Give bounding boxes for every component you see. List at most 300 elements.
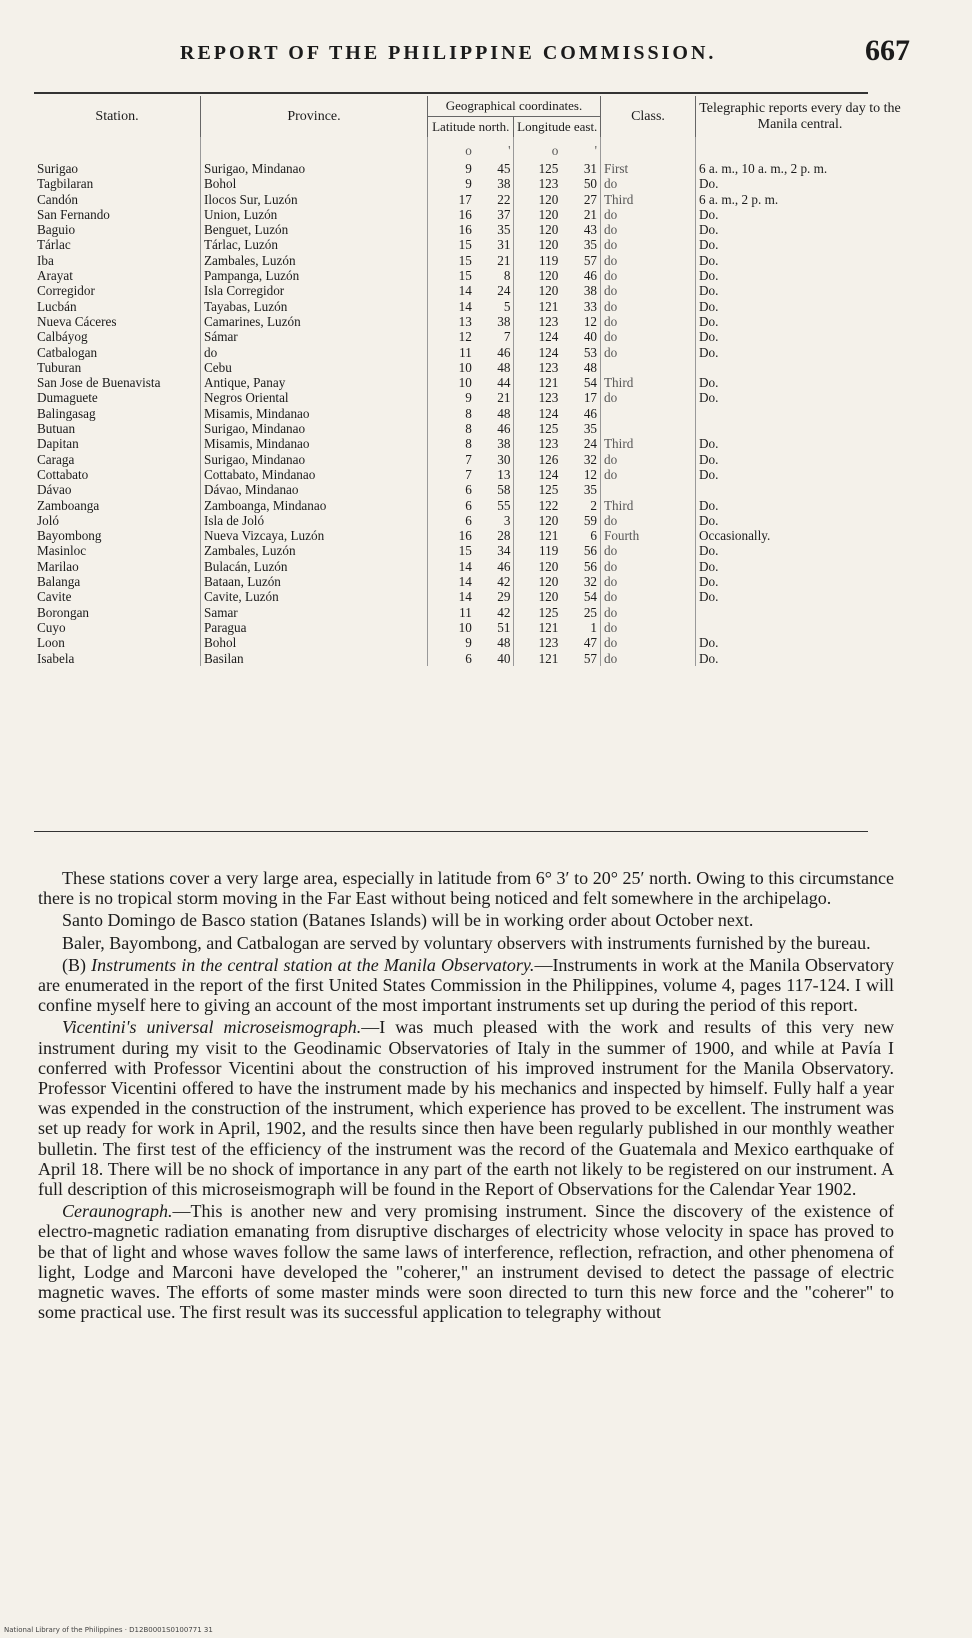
station-name: Cavite [34,589,201,604]
telegraphic-report: Do. [699,375,719,391]
longitude-minutes: 27 [561,192,600,207]
province-name: Negros Oriental [201,390,428,405]
paragraph-text: —Instruments in work at the Manila Observatory are enumerated in the report of the first United States Commission in the Philippines, volume 4, pages 117-124. I will confine myself here to giving an account of the most important instruments set up during the period of this report. [38,954,895,1016]
telegraphic-report [696,605,905,620]
telegraphic-report: Do. [699,206,719,222]
station-name: Dávao [34,482,201,497]
station-name: Balingasag [34,406,201,421]
latitude-degrees: 16 [458,222,472,238]
longitude-degrees: 124 [538,466,559,482]
longitude-degrees: 123 [538,436,559,452]
province-name: Tárlac, Luzón [201,237,428,252]
table-row [34,436,904,451]
section-heading: Vicentini's universal microseismograph. [62,1017,362,1038]
longitude-minutes: 21 [561,207,600,222]
telegraphic-report: Do. [699,574,719,590]
station-class [601,421,696,436]
latitude-minutes: 31 [475,237,514,252]
longitude-degrees: 123 [538,390,559,406]
latitude-degrees: 10 [458,359,472,375]
table-bottom-rule [34,831,868,832]
table-row [34,651,904,666]
longitude-degrees: 120 [538,283,559,299]
longitude-degrees: 120 [538,558,559,574]
longitude-minutes: 54 [561,375,600,390]
table-row [34,635,904,650]
latitude-degrees: 6 [465,482,472,498]
telegraphic-report: Do. [699,436,719,452]
latitude-degrees: 9 [465,161,472,176]
latitude-minutes: 21 [475,253,514,268]
section-heading: Ceraunograph. [62,1201,173,1222]
latitude-minutes: 38 [475,436,514,451]
station-class: do [601,390,696,405]
latitude-degrees: 9 [465,176,472,192]
station-class: First [601,161,696,176]
table-row [34,237,904,252]
latitude-degrees: 14 [458,558,472,574]
table-row [34,345,904,360]
latitude-minutes: 46 [475,559,514,574]
station-class: Fourth [601,528,696,543]
telegraphic-report: Do. [699,512,719,528]
telegraphic-report: Do. [699,451,719,467]
scan-footer: National Library of the Philippines · D12B0001S0100771 31 [4,1626,213,1634]
station-class: do [601,635,696,650]
latitude-degrees: 14 [458,298,472,314]
station-class: Third [601,375,696,390]
longitude-minutes: 38 [561,283,600,298]
table-row [34,283,904,298]
latitude-minutes: 8 [475,268,514,283]
province-name: do [201,345,428,360]
table-row [34,176,904,191]
body-text [38,868,894,1324]
station-class: do [601,345,696,360]
paragraph-text: —This is another new and very promising instrument. Since the discovery of the existence of electro-magnetic radiation emanating from disruptive discharges of electricity whose velocity in space has proved to be that of light and whose waves follow the same laws of interference, reflection, refraction, and other phenomena of light, Lodge and Marconi have developed the "coherer," an instrument devised to detect the passage of electric magnetic waves. The efforts of some master minds were soon directed to turn this new force and the "coherer" to some practical use. The first result was its successful application to telegraphy without [38,1201,894,1323]
table-row [34,192,904,207]
latitude-degrees: 16 [458,528,472,544]
latitude-degrees: 9 [465,390,472,406]
longitude-minutes: 35 [561,421,600,436]
longitude-degrees: 120 [538,222,559,238]
longitude-minutes: 25 [561,605,600,620]
table-row [34,299,904,314]
telegraphic-report: Occasionally. [699,528,771,544]
station-class [601,360,696,375]
telegraphic-report: Do. [699,313,719,329]
station-class: do [601,589,696,604]
telegraphic-report: Do. [699,222,719,238]
table-body [34,137,904,666]
telegraphic-report [696,482,905,497]
latitude-degrees: 15 [458,252,472,268]
station-class: do [601,513,696,528]
page-header [180,34,920,74]
station-name: Zamboanga [34,498,201,513]
station-class: do [601,237,696,252]
station-class: do [601,467,696,482]
station-name: San Jose de Buenavista [34,375,201,390]
province-name: Cebu [201,360,428,375]
longitude-degrees: 120 [538,206,559,222]
longitude-minutes: 43 [561,222,600,237]
province-name: Nueva Vizcaya, Luzón [201,528,428,543]
latitude-minutes: 55 [475,498,514,513]
province-name: Surigao, Mindanao [201,452,428,467]
province-name: Bohol [201,176,428,191]
longitude-minutes: 40 [561,329,600,344]
longitude-minutes: 56 [561,559,600,574]
longitude-degrees: 120 [538,574,559,590]
province-name: Zamboanga, Mindanao [201,498,428,513]
latitude-minutes: 35 [475,222,514,237]
station-name: Nueva Cáceres [34,314,201,329]
telegraphic-report [696,360,905,375]
latitude-minutes: 48 [475,635,514,650]
station-class: do [601,620,696,635]
longitude-minutes: 35 [561,482,600,497]
station-name: Borongan [34,605,201,620]
station-class: do [601,299,696,314]
longitude-degrees: 125 [538,161,559,176]
longitude-minutes: 6 [561,528,600,543]
page-number: 667 [865,34,910,67]
latitude-minutes: 48 [475,360,514,375]
telegraphic-report: Do. [699,650,719,666]
station-class: do [601,253,696,268]
table-row [34,268,904,283]
longitude-degrees: 120 [538,589,559,605]
province-name: Paragua [201,620,428,635]
latitude-degrees: 15 [458,268,472,284]
table-row [34,421,904,436]
telegraphic-report: Do. [699,252,719,268]
province-name: Zambales, Luzón [201,543,428,558]
longitude-header: Longitude east. [514,117,601,138]
geo-header: Geographical coordinates. [428,96,601,117]
province-name: Cottabato, Mindanao [201,467,428,482]
province-name: Samar [201,605,428,620]
latitude-minutes: 45 [475,161,514,176]
longitude-degrees: 124 [538,405,559,421]
table-row [34,467,904,482]
latitude-minutes: 51 [475,620,514,635]
longitude-minutes: 17 [561,390,600,405]
latitude-degrees: 14 [458,574,472,590]
longitude-degrees: 122 [538,497,559,513]
latitude-minutes: 5 [475,299,514,314]
table-row [34,314,904,329]
latitude-degrees: 15 [458,543,472,559]
longitude-degrees: 126 [538,451,559,467]
paragraph [38,1201,894,1322]
paragraph: These stations cover a very large area, especially in latitude from 6° 3′ to 20° 25′ north. Owing to this circumstance there is no tropical storm moving in the Far East without being noticed and felt somewhere in the archipelago. [38,868,894,909]
province-name: Basilan [201,651,428,666]
latitude-degrees: 6 [465,512,472,528]
latitude-degrees: 8 [465,405,472,421]
latitude-minutes: 44 [475,375,514,390]
telegraphic-report [696,421,905,436]
paragraph-text: —I was much pleased with the work and results of this very new instrument during my visit to the Geodinamic Observatories of Italy in the summer of 1900, and while at Pavía I conferred with Professor Vicentini about the construction of his improved instrument for the Manila Observatory. Professor Vicentini offered to have the instrument made by his mechanics and inspected by himself. Fully half a year was expended in the construction of the instrument, which experience has proved to be excellent. The instrument was set up ready for work in April, 1902, and the results since then have been regularly published in our monthly weather bulletin. The first test of the efficiency of the instrument was the record of the Guatemala and Mexico earthquake of April 18. There will be no shock of importance in any part of the earth not likely to be registered on our instrument. A full description of this microseismograph will be found in the Report of Observations for the Calendar Year 1902. [38,1017,894,1200]
table-row [34,375,904,390]
latitude-degrees: 9 [465,635,472,651]
station-name: Dapitan [34,436,201,451]
station-class: do [601,574,696,589]
station-name: San Fernando [34,207,201,222]
table-row [34,329,904,344]
longitude-minutes: 48 [561,360,600,375]
latitude-degrees: 7 [465,466,472,482]
telegraphic-report: Do. [699,344,719,360]
station-class: do [601,207,696,222]
station-name: Tárlac [34,237,201,252]
station-class: do [601,452,696,467]
longitude-degrees: 120 [538,191,559,207]
province-name: Dávao, Mindanao [201,482,428,497]
longitude-minutes: 32 [561,574,600,589]
longitude-degrees: 123 [538,313,559,329]
station-name: Lucbán [34,299,201,314]
station-name: Catbalogan [34,345,201,360]
longitude-degrees: 123 [538,176,559,192]
station-name: Masinloc [34,543,201,558]
paragraph: Baler, Bayombong, and Catbalogan are served by voluntary observers with instruments furnished by the bureau. [62,932,871,953]
province-name: Surigao, Mindanao [201,161,428,176]
province-name: Antique, Panay [201,375,428,390]
station-class: do [601,605,696,620]
longitude-degrees: 124 [538,329,559,345]
paragraph [38,1017,894,1199]
station-name: Surigao [34,161,201,176]
longitude-minutes: 33 [561,299,600,314]
longitude-minutes: 2 [561,498,600,513]
latitude-degrees: 13 [458,313,472,329]
province-name: Pampanga, Luzón [201,268,428,283]
latitude-degrees: 10 [458,375,472,391]
latitude-minutes: 38 [475,314,514,329]
telegraphic-report [696,620,905,635]
latitude-degrees: 12 [458,329,472,345]
telegraphic-report: Do. [699,298,719,314]
table-row [34,253,904,268]
latitude-minutes: 28 [475,528,514,543]
table-top-rule [34,92,868,94]
class-header: Class. [601,96,696,137]
longitude-minutes: 46 [561,268,600,283]
station-class: do [601,559,696,574]
station-name: Isabela [34,651,201,666]
latitude-degrees: 15 [458,237,472,253]
paragraph [38,955,894,1016]
longitude-minutes: 46 [561,406,600,421]
longitude-degrees: 120 [538,512,559,528]
table-row [34,605,904,620]
station-name: Candón [34,192,201,207]
longitude-minutes: 47 [561,635,600,650]
station-name: Caraga [34,452,201,467]
province-name: Union, Luzón [201,207,428,222]
latitude-minutes: 58 [475,482,514,497]
station-name: Bayombong [34,528,201,543]
longitude-degrees: 120 [538,268,559,284]
latitude-minutes: 40 [475,651,514,666]
latitude-degrees: 7 [465,451,472,467]
latitude-minutes: 7 [475,329,514,344]
telegraphic-report: Do. [699,497,719,513]
latitude-degrees: 6 [465,497,472,513]
latitude-header: Latitude north. [428,117,514,138]
longitude-minutes: 12 [561,467,600,482]
station-name: Iba [34,253,201,268]
telegraphic-report: Do. [699,237,719,253]
longitude-minutes: 54 [561,589,600,604]
longitude-degrees: 121 [538,619,559,635]
telegraphic-report: Do. [699,329,719,345]
province-name: Tayabas, Luzón [201,299,428,314]
latitude-degrees: 17 [458,191,472,207]
latitude-degrees: 8 [465,421,472,437]
longitude-degrees: 125 [538,482,559,498]
table-row [34,574,904,589]
province-name: Zambales, Luzón [201,253,428,268]
station-name: Butuan [34,421,201,436]
longitude-minutes: 24 [561,436,600,451]
latitude-degrees: 14 [458,283,472,299]
province-name: Ilocos Sur, Luzón [201,192,428,207]
telegraphic-report: 6 a. m., 10 a. m., 2 p. m. [699,161,828,176]
unit-deg: o [551,143,559,158]
province-name: Isla Corregidor [201,283,428,298]
latitude-degrees: 16 [458,206,472,222]
station-name: Joló [34,513,201,528]
telegraphic-report: 6 a. m., 2 p. m. [699,191,779,207]
province-name: Bohol [201,635,428,650]
latitude-minutes: 38 [475,176,514,191]
longitude-degrees: 119 [539,252,559,268]
running-title: REPORT OF THE PHILIPPINE COMMISSION. [180,42,717,64]
station-class [601,482,696,497]
station-class: do [601,222,696,237]
province-name: Misamis, Mindanao [201,406,428,421]
latitude-minutes: 29 [475,589,514,604]
longitude-degrees: 124 [538,344,559,360]
station-class: do [601,268,696,283]
latitude-minutes: 46 [475,421,514,436]
station-class: Third [601,192,696,207]
station-name: Corregidor [34,283,201,298]
table-row [34,222,904,237]
latitude-minutes: 37 [475,207,514,222]
table-row [34,589,904,604]
province-name: Bataan, Luzón [201,574,428,589]
station-name: Balanga [34,574,201,589]
station-name: Marilao [34,559,201,574]
longitude-minutes: 1 [561,620,600,635]
table-row [34,543,904,558]
table-row [34,207,904,222]
longitude-minutes: 59 [561,513,600,528]
longitude-degrees: 123 [538,359,559,375]
longitude-minutes: 32 [561,452,600,467]
longitude-degrees: 123 [538,635,559,651]
telegraphic-report: Do. [699,543,719,559]
station-class: do [601,543,696,558]
telegraphic-report: Do. [699,558,719,574]
station-name: Cuyo [34,620,201,635]
unit-min: ' [561,137,600,161]
table-row [34,528,904,543]
station-name: Cottabato [34,467,201,482]
latitude-minutes: 22 [475,192,514,207]
latitude-degrees: 14 [458,589,472,605]
table-row [34,161,904,176]
latitude-degrees: 10 [458,619,472,635]
latitude-minutes: 24 [475,283,514,298]
longitude-degrees: 121 [538,650,559,666]
telegraphic-report: Do. [699,466,719,482]
station-class: Third [601,498,696,513]
longitude-degrees: 121 [538,528,559,544]
station-class: do [601,651,696,666]
telegraphic-report: Do. [699,635,719,651]
province-name: Isla de Joló [201,513,428,528]
province-name: Sámar [201,329,428,344]
telegraphic-header: Telegraphic reports every day to the Manila central. [699,100,901,132]
latitude-degrees: 11 [459,344,472,360]
unit-min: ' [475,137,514,161]
station-name: Baguio [34,222,201,237]
station-name: Arayat [34,268,201,283]
province-name: Surigao, Mindanao [201,421,428,436]
latitude-degrees: 11 [459,604,472,620]
section-heading: Instruments in the central station at the Manila Observatory. [91,954,535,975]
station-class: Third [601,436,696,451]
latitude-minutes: 42 [475,574,514,589]
table-row [34,452,904,467]
telegraphic-report: Do. [699,176,719,192]
longitude-degrees: 119 [539,543,559,559]
latitude-minutes: 34 [475,543,514,558]
longitude-degrees: 120 [538,237,559,253]
station-class: do [601,329,696,344]
table-row [34,390,904,405]
latitude-minutes: 21 [475,390,514,405]
longitude-minutes: 57 [561,253,600,268]
latitude-degrees: 6 [465,650,472,666]
table-row [34,620,904,635]
longitude-degrees: 125 [538,421,559,437]
longitude-minutes: 53 [561,345,600,360]
station-class [601,406,696,421]
longitude-degrees: 121 [538,375,559,391]
telegraphic-report: Do. [699,283,719,299]
telegraphic-report: Do. [699,268,719,284]
latitude-degrees: 8 [465,436,472,452]
station-name: Calbáyog [34,329,201,344]
table-row [34,482,904,497]
units-row [34,137,904,161]
station-name: Loon [34,635,201,650]
province-header: Province. [201,96,428,137]
longitude-minutes: 50 [561,176,600,191]
latitude-minutes: 13 [475,467,514,482]
latitude-minutes: 48 [475,406,514,421]
station-name: Dumaguete [34,390,201,405]
province-name: Cavite, Luzón [201,589,428,604]
longitude-degrees: 125 [538,604,559,620]
latitude-minutes: 30 [475,452,514,467]
